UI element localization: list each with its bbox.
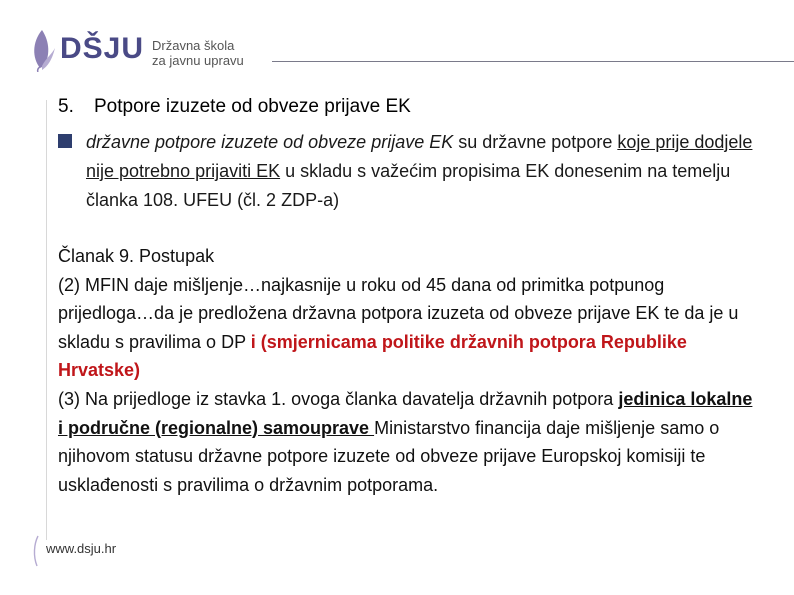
bullet-underlined-text: koje prije dodjele nije potrebno prijaviti EK: [86, 132, 753, 181]
leaf-logo-icon: [30, 28, 56, 72]
paragraph-3-text2: Ministarstvo financija daje mišljenje samo o njihovom statusu državne potpore izuzete od obveze prijave Europskoj komisiji te usklađenosti s pravilima o državnim potporama.: [58, 417, 720, 495]
article-title: Članak 9. Postupak: [58, 246, 215, 266]
paragraph-2-text: (2) MFIN daje mišljenje…najkasnije u roku od 45 dana od primitka potpunog prijedloga…da je predložena državna potpora izuzeta od obveze prijave EK te da je u skladu s pravilima o DP: [58, 274, 739, 352]
section-heading: [58, 96, 411, 118]
bullet-paragraph: [58, 128, 758, 215]
logo-subtitle: [152, 38, 244, 68]
paragraph-2-highlight: i (smjernicama politike državnih potpora Republike Hrvatske): [58, 331, 687, 381]
bullet-text: [58, 128, 758, 215]
article-paragraph-2: [58, 271, 758, 385]
footer-leaf-icon: [32, 534, 42, 568]
bullet-text-part2: u skladu s važećim propisima EK donesenim na temelju članka 108. UFEU (čl. 2 ZDP-a): [86, 161, 731, 210]
square-bullet-icon: [58, 134, 72, 148]
paragraph-3-text1: (3) Na prijedloge iz stavka 1. ovoga članka davatelja državnih potpora: [58, 388, 619, 409]
bullet-text-part1: su državne potpore: [453, 132, 618, 152]
header-divider: [272, 61, 794, 62]
article-body: [58, 242, 758, 499]
paragraph-3-underlined: jedinica lokalne i područne (regionalne) samouprave: [58, 388, 753, 438]
heading-title: Potpore izuzete od obveze prijave EK: [94, 96, 411, 117]
dsju-logo: [30, 28, 270, 72]
logo-wordmark: DŠJU: [60, 32, 145, 65]
heading-number: 5.: [58, 96, 74, 117]
logo-subtitle-line1: Državna škola: [152, 38, 235, 53]
bullet-italic-term: državne potpore izuzete od obveze prijave EK: [86, 132, 454, 152]
side-divider: [46, 100, 47, 540]
footer-url[interactable]: www.dsju.hr: [46, 541, 117, 556]
article-paragraph-3: [58, 385, 758, 499]
logo-subtitle-line2: za javnu upravu: [152, 53, 244, 68]
